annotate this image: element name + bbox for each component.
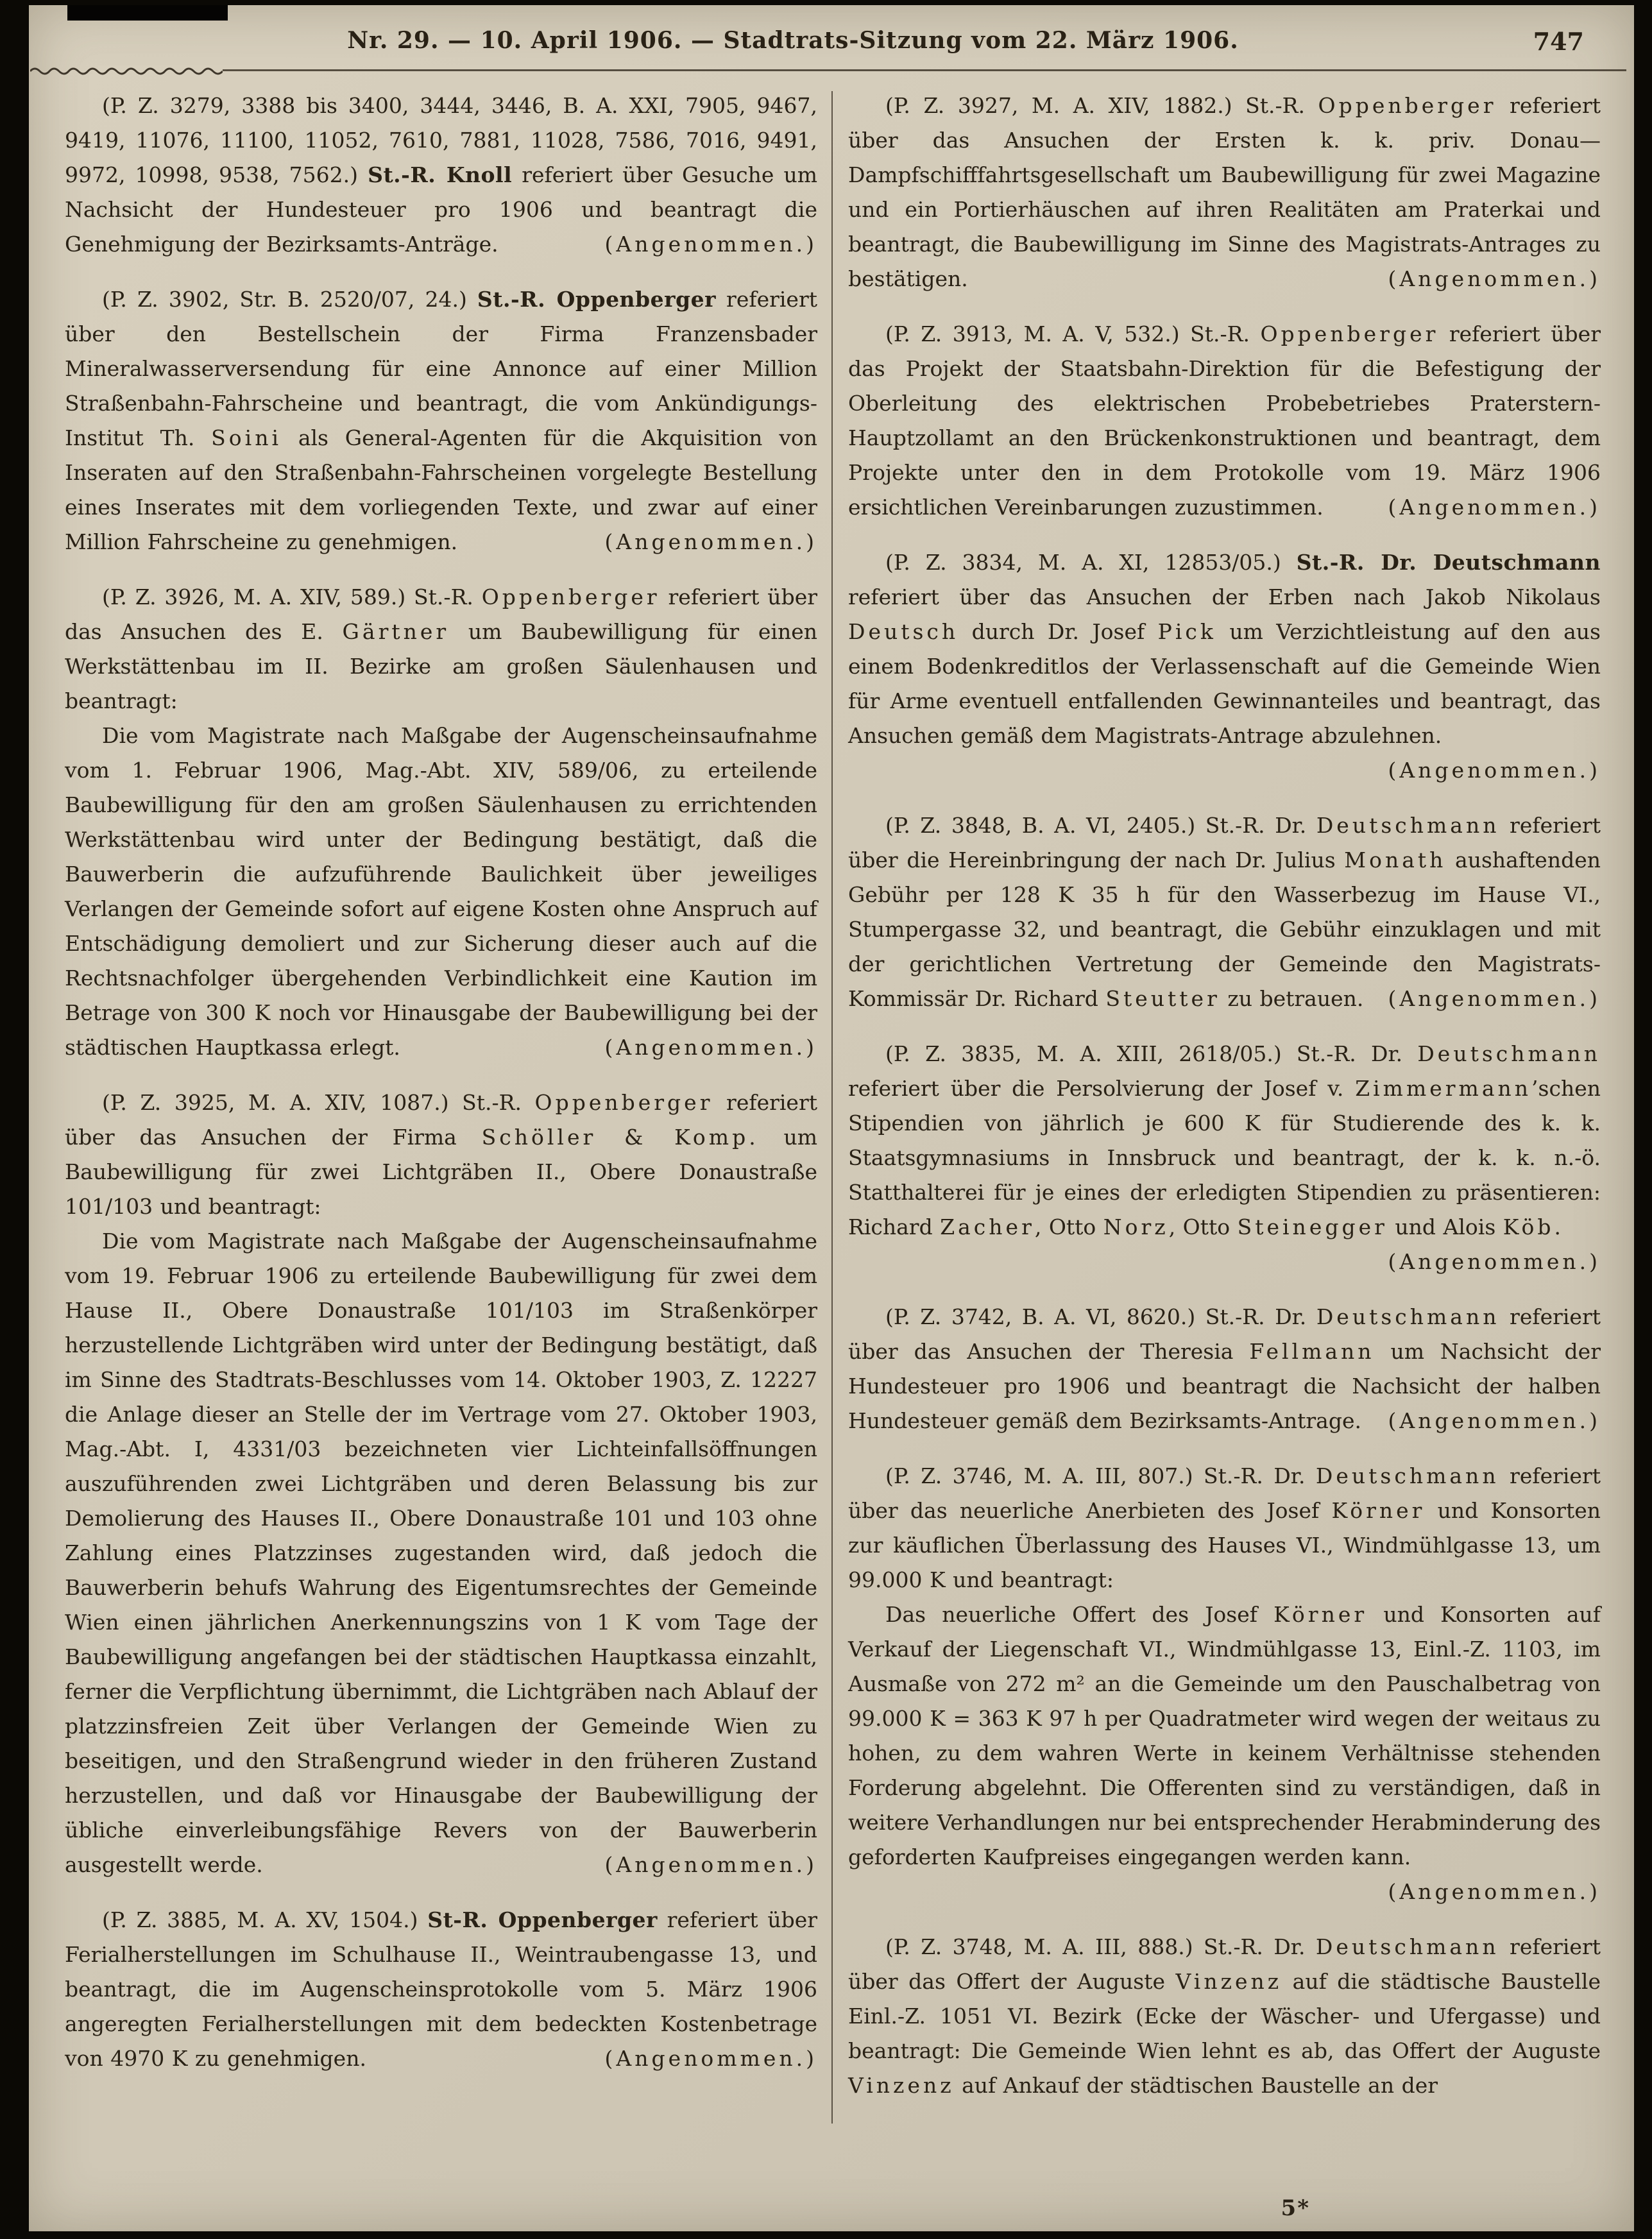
emphasized-name: Oppenberger xyxy=(481,584,660,609)
header-caption xyxy=(347,27,1239,54)
text-block xyxy=(848,808,1601,1016)
emphasized-name: Oppenberger xyxy=(1318,93,1497,118)
emphasized-name: Steutter xyxy=(1105,986,1220,1011)
wavy-rule-ornament-icon xyxy=(30,64,223,76)
body-text: um Nachsicht der Hundesteuer pro 1906 und beantragt die Nachsicht der halben Hundesteuer gemäß dem Bezirksamts-Antrage. xyxy=(848,1339,1601,1433)
text-block xyxy=(65,282,817,559)
minute-entry xyxy=(848,89,1601,296)
body-text: (P. Z. 3902, Str. B. 2520/07, 24.) xyxy=(102,287,477,312)
emphasized-name: Vinzenz xyxy=(1175,1969,1282,1994)
text-block xyxy=(848,1930,1601,2103)
body-text: Die vom Magistrate nach Maßgabe der Augenscheinsaufnahme vom 19. Februar 1906 zu erteilende Baubewilligung für zwei dem Hause II., Obere Donaustraße 101/103 im Straßenkörper herzustellende Lichtgräben wird unter der Bedingung bestätigt, daß im Sinne des Stadtrats-Beschlusses vom 14. Oktober 1903, Z. 12227 die Anlage dieser an Stelle der im Vertrage vom 27. Oktober 1903, Mag.-Abt. I, 4331/03 bezeichneten vier Lichteinfallsöffnungen auszuführenden zwei Lichtgräben und deren Belassung bis zur Demolierung des Hauses II., Obere Donaustraße 101 und 103 ohne Zahlung eines Platzzinses zugestanden wird, daß jedoch die Bauwerberin behufs Wahrung des Eigentumsrechtes der Gemeinde Wien einen jährlichen Anerkennungszins von 1 K vom Tage der Baubewilligung angefangen bei der städtischen Hauptkassa einzahlt, ferner die Verpflichtung übernimmt, die Lichtgräben nach Ablauf der platzzinsfreien Zeit über Verlangen der Gemeinde Wien zu beseitigen, und den Straßengrund wieder in den früheren Zustand herzustellen, und daß vor Hinausgabe der Baubewilligung der übliche einverleibungsfähige Revers von der Bauwerberin ausgestellt werde. xyxy=(65,1229,817,1877)
minute-entry xyxy=(848,317,1601,525)
body-text: und Konsorten zur käuflichen Überlassung des Hauses VI., Windmühlgasse 13, um 99.000 K und beantragt: xyxy=(848,1498,1601,1592)
text-block xyxy=(65,1903,817,2076)
body-text: zu betrauen. xyxy=(1220,986,1364,1011)
body-text: als General-Agenten für die Akquisition von Inseraten auf den Straßenbahn-Fahrscheinen vorgelegte Bestellung eines Inserates mit dem vorliegenden Texte, und zwar auf einer Million Fahrscheine zu genehmigen. xyxy=(65,425,817,554)
header-issue: Nr. 29. — 10. April 1906. — xyxy=(347,27,724,54)
body-text: (P. Z. 3835, M. A. XIII, 2618/05.) St.-R. Dr. xyxy=(885,1041,1418,1066)
resolution-status: (Angenommen.) xyxy=(1388,1879,1601,1904)
resolution-status: (Angenommen.) xyxy=(604,2046,817,2071)
body-text: und Konsorten auf Verkauf der Liegenschaft VI., Windmühlgasse 13, Einl.-Z. 1103, im Ausmaße von 272 m² an die Gemeinde um den Pauschalbetrag von 99.000 K = 363 K 97 h per Quadratmeter wird wegen der weitaus zu hohen, zu dem wahren Werte in keinem Verhältnisse stehenden Forderung abgelehnt. Die Offerenten sind zu verständigen, daß in weitere Verhandlungen nur bei entsprechender Herabminderung des geforderten Kaufpreises eingegangen werden kann. xyxy=(848,1602,1601,1869)
text-block xyxy=(65,1224,817,1882)
body-text: und Alois xyxy=(1387,1214,1503,1239)
emphasized-name: Fellmann xyxy=(1249,1339,1375,1364)
header-rule-line xyxy=(223,69,1626,71)
emphasized-name: Schöller & Komp. xyxy=(481,1125,759,1150)
emphasized-name: Deutschmann xyxy=(1316,1304,1500,1329)
body-text: (P. Z. 3927, M. A. XIV, 1882.) St.-R. xyxy=(885,93,1318,118)
emphasized-name: Körner xyxy=(1331,1498,1426,1523)
body-text: referiert über das Ansuchen der Theresia xyxy=(848,1304,1601,1364)
emphasized-name: Köb xyxy=(1503,1214,1554,1239)
body-text: referiert über das Ansuchen der Ersten k. k. priv. Donau—Dampfschifffahrtsgesellschaft um Baubewilligung für zwei Magazine und ein Portierhäuschen auf ihren Realitäten am Praterkai und beantragt, die Baubewilligung im Sinne des Magistrats-Antrages zu bestätigen. xyxy=(848,93,1601,291)
resolution-status: (Angenommen.) xyxy=(604,529,817,554)
emphasized-name: Deutsch xyxy=(848,619,959,644)
resolution-status: (Angenommen.) xyxy=(1388,1408,1601,1433)
body-text: (P. Z. 3885, M. A. XV, 1504.) xyxy=(102,1907,428,1932)
body-text: um Verzichtleistung auf den aus einem Bodenkreditlos der Verlassenschaft auf die Gemeinde Wien für Arme eventuell entfallenden Gewinnanteiles und beantragt, das Ansuchen gemäß dem Magistrats-Antrage abzulehnen. xyxy=(848,619,1601,748)
emphasized-name: Deutschmann xyxy=(1315,1463,1499,1488)
text-block xyxy=(65,580,817,719)
speaker-name: St.-R. Knoll xyxy=(368,162,513,187)
emphasized-name: Oppenberger xyxy=(534,1090,713,1115)
text-block xyxy=(848,1037,1601,1279)
resolution-status: (Angenommen.) xyxy=(1388,986,1601,1011)
minute-entry xyxy=(65,89,817,262)
body-text: referiert über die Persolvierung der Josef v. xyxy=(848,1076,1356,1101)
body-text: , Otto xyxy=(1034,1214,1103,1239)
emphasized-name: Oppenberger xyxy=(1260,321,1439,346)
body-text: (P. Z. 3834, M. A. XI, 12853/05.) xyxy=(885,550,1297,575)
resolution-status: (Angenommen.) xyxy=(1388,266,1601,291)
column-divider xyxy=(831,91,833,2124)
speaker-name: St.-R. Oppenberger xyxy=(477,287,716,312)
emphasized-name: Monath xyxy=(1344,847,1447,873)
header-rule xyxy=(30,64,1626,76)
body-text: durch Dr. Josef xyxy=(958,619,1158,644)
page-number: 747 xyxy=(1533,27,1584,56)
emphasized-name: Norz xyxy=(1103,1214,1169,1239)
body-text: referiert über Ferialherstellungen im Schulhause II., Weintraubengasse 13, und beantragt, die im Augenscheinsprotokolle vom 5. März 1906 angeregten Ferialherstellungen mit dem bedeckten Kostenbetrage von 4970 K zu genehmigen. xyxy=(65,1907,818,2071)
emphasized-name: Deutschmann xyxy=(1417,1041,1601,1066)
body-text: referiert über das Offert der Auguste xyxy=(848,1934,1601,1994)
body-text: (P. Z. 3748, M. A. III, 888.) St.-R. Dr. xyxy=(885,1934,1316,1959)
document-page xyxy=(29,5,1634,2231)
body-text: Das neuerliche Offert des Josef xyxy=(885,1602,1274,1627)
header-session-title: Stadtrats-Sitzung vom 22. März 1906. xyxy=(723,27,1239,54)
body-text: (P. Z. 3913, M. A. V, 532.) St.-R. xyxy=(885,321,1261,346)
minute-entry xyxy=(848,1300,1601,1438)
speaker-name: St.-R. Dr. Deutschmann xyxy=(1296,550,1601,575)
body-text: referiert über Gesuche um Nachsicht der Hundesteuer pro 1906 und beantragt die Genehmigung der Bezirksamts-Anträge. xyxy=(65,162,818,257)
resolution-status: (Angenommen.) xyxy=(604,1852,817,1877)
resolution-status: (Angenommen.) xyxy=(604,232,817,257)
resolution-status: (Angenommen.) xyxy=(1388,758,1601,783)
text-columns xyxy=(29,80,1634,2124)
emphasized-name: Vinzenz xyxy=(848,2073,955,2098)
text-block xyxy=(848,89,1601,296)
emphasized-name: Pick xyxy=(1157,619,1216,644)
emphasized-name: Gärtner xyxy=(342,619,450,644)
emphasized-name: Deutschmann xyxy=(1316,813,1500,838)
resolution-status: (Angenommen.) xyxy=(1388,1249,1601,1274)
minute-entry xyxy=(65,580,817,1065)
body-text: aushaftenden Gebühr per 128 K 35 h für den Wasserbezug im Hause VI., Stumpergasse 32, und beantragt, die Gebühr einzuklagen und mit der gerichtlichen Vertretung der Gemeinde den Magistrats-Kommissär Dr. Richard xyxy=(848,847,1601,1011)
sheet-signature-mark: 5* xyxy=(1281,2195,1310,2221)
body-text: auf die städtische Baustelle Einl.-Z. 1051 VI. Bezirk (Ecke der Wäscher- und Ufergasse) und beantragt: Die Gemeinde Wien lehnt es ab, das Offert der Auguste xyxy=(848,1969,1601,2063)
body-text: referiert über das neuerliche Anerbieten des Josef xyxy=(848,1463,1601,1523)
body-text: (P. Z. 3279, 3388 bis 3400, 3444, 3446, B. A. XXI, 7905, 9467, 9419, 11076, 11100, 11052, 7610, 7881, 11028, 7586, 7016, 9491, 9972, 10998, 9538, 7562.) xyxy=(65,93,817,187)
minute-entry xyxy=(848,1930,1601,2103)
text-block xyxy=(848,317,1601,525)
body-text: referiert über das Projekt der Staatsbahn-Direktion für die Befestigung der Oberleitung des elektrischen Probebetriebes Praterstern-Hauptzollamt an den Brückenkonstruktionen und beantragt, dem Projekte unter den in dem Protokolle vom 19. März 1906 ersichtlichen Vereinbarungen zuzustimmen. xyxy=(848,321,1601,520)
minute-entry xyxy=(848,1459,1601,1909)
emphasized-name: Körner xyxy=(1273,1602,1368,1627)
emphasized-name: Soini xyxy=(211,425,282,450)
body-text: auf Ankauf der städtischen Baustelle an der xyxy=(954,2073,1438,2098)
text-block xyxy=(65,1085,817,1224)
body-text: (P. Z. 3848, B. A. VI, 2405.) St.-R. Dr. xyxy=(885,813,1316,838)
body-text: referiert über den Bestellschein der Firma Franzensbader Mineralwasserversendung für eine Annonce auf einer Million Straßenbahn-Fahrscheine und beantragt, die vom Ankündigungs-Institut Th. xyxy=(65,287,817,450)
resolution-status: (Angenommen.) xyxy=(604,1035,817,1060)
emphasized-name: Zimmermann xyxy=(1355,1076,1532,1101)
emphasized-name: Deutschmann xyxy=(1315,1934,1499,1959)
text-block xyxy=(848,545,1601,788)
speaker-name: St-R. Oppenberger xyxy=(427,1907,658,1932)
column-left xyxy=(65,89,831,2124)
minute-entry xyxy=(848,808,1601,1016)
emphasized-name: Zacher xyxy=(940,1214,1035,1239)
body-text: referiert über die Hereinbringung der nach Dr. Julius xyxy=(848,813,1601,873)
body-text: ’schen Stipendien von jährlich je 600 K für Studierende des k. k. Staatsgymnasiums in Innsbruck und beantragt, der k. k. n.-ö. Statthalterei für je eines der erledigten Stipendien zu präsentieren: Richard xyxy=(848,1076,1601,1239)
body-text: referiert über das Ansuchen des E. xyxy=(65,584,817,644)
page-header xyxy=(29,5,1634,64)
body-text: (P. Z. 3925, M. A. XIV, 1087.) St.-R. xyxy=(102,1090,535,1115)
text-block xyxy=(848,1459,1601,1597)
body-text: . xyxy=(1554,1214,1562,1239)
minute-entry xyxy=(65,1903,817,2076)
resolution-status: (Angenommen.) xyxy=(1388,495,1601,520)
body-text: referiert über das Ansuchen der Firma xyxy=(65,1090,818,1150)
minute-entry xyxy=(65,1085,817,1882)
minute-entry xyxy=(65,282,817,559)
text-block xyxy=(848,1597,1601,1909)
body-text: (P. Z. 3746, M. A. III, 807.) St.-R. Dr. xyxy=(885,1463,1316,1488)
body-text: (P. Z. 3926, M. A. XIV, 589.) St.-R. xyxy=(102,584,482,609)
text-block xyxy=(65,89,817,262)
text-block xyxy=(65,719,817,1065)
emphasized-name: Steinegger xyxy=(1237,1214,1388,1239)
body-text: um Baubewilligung für zwei Lichtgräben II., Obere Donaustraße 101/103 und beantragt: xyxy=(65,1125,817,1219)
minute-entry xyxy=(848,1037,1601,1279)
body-text: um Baubewilligung für einen Werkstättenbau im II. Bezirke am großen Säulenhausen und beantragt: xyxy=(65,619,817,713)
body-text: referiert über das Ansuchen der Erben nach Jakob Nikolaus xyxy=(848,584,1601,609)
column-right xyxy=(833,89,1601,2124)
minute-entry xyxy=(848,545,1601,788)
body-text: Die vom Magistrate nach Maßgabe der Augenscheinsaufnahme vom 1. Februar 1906, Mag.-Abt. XIV, 589/06, zu erteilende Baubewilligung für den am großen Säulenhausen zu errichtenden Werkstättenbau wird unter der Bedingung bestätigt, daß die Bauwerberin die aufzuführende Baulichkeit über jeweiliges Verlangen der Gemeinde sofort auf eigene Kosten ohne Anspruch auf Entschädigung demoliert und zur Sicherung dieser auch auf die Rechtsnachfolger übergehenden Verbindlichkeit eine Kaution im Betrage von 300 K noch vor Hinausgabe der Baubewilligung bei der städtischen Hauptkassa erlegt. xyxy=(65,723,817,1060)
body-text: (P. Z. 3742, B. A. VI, 8620.) St.-R. Dr. xyxy=(885,1304,1316,1329)
text-block xyxy=(848,1300,1601,1438)
body-text: , Otto xyxy=(1168,1214,1238,1239)
